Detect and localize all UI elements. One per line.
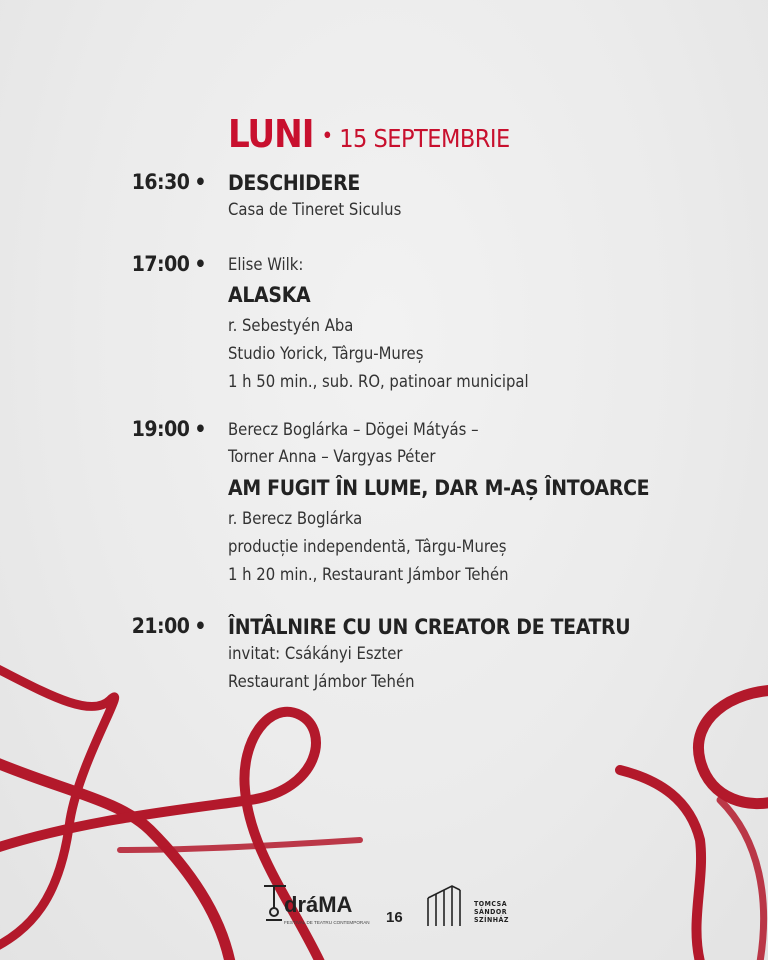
event-company: producție independentă, Târgu-Mureș <box>228 537 507 556</box>
event-time: 19:00 • <box>131 417 206 441</box>
event-time: 17:00 • <box>131 252 206 276</box>
drama-wordmark: dráMA <box>284 892 353 917</box>
event-author: Elise Wilk: <box>228 255 304 274</box>
date-label: 15 SEPTEMBRIE <box>339 124 510 153</box>
day-label: LUNI <box>228 112 314 156</box>
event-venue: Casa de Tineret Siculus <box>228 200 402 219</box>
event-title: AM FUGIT ÎN LUME, DAR M-AȘ ÎNTOARCE <box>228 476 650 500</box>
event-director: r. Sebestyén Aba <box>228 316 354 335</box>
event-details: 1 h 50 min., sub. RO, patinoar municipal <box>228 372 529 391</box>
event-title: ÎNTÂLNIRE CU UN CREATOR DE TEATRU <box>228 615 631 639</box>
tomcsa-line-1: TOMCSA <box>474 900 508 908</box>
tomcsa-line-3: SZÍNHÁZ <box>474 916 509 924</box>
drama-edition: 16 <box>386 909 403 926</box>
tomcsa-line-2: SÁNDOR <box>474 908 508 916</box>
header-separator: • <box>321 124 334 149</box>
event-venue: Restaurant Jámbor Tehén <box>228 672 415 691</box>
event-company: Studio Yorick, Târgu-Mureș <box>228 344 424 363</box>
event-authors-cont: Torner Anna – Vargyas Péter <box>228 447 436 466</box>
event-title: ALASKA <box>228 283 311 307</box>
event-details: 1 h 20 min., Restaurant Jámbor Tehén <box>228 565 509 584</box>
drama-tagline: FESTIVAL DE TEATRU CONTEMPORAN <box>284 920 370 925</box>
event-authors: Berecz Boglárka – Dögei Mátyás – <box>228 420 479 439</box>
event-time: 21:00 • <box>131 614 206 638</box>
event-time: 16:30 • <box>131 170 206 194</box>
event-director: r. Berecz Boglárka <box>228 509 363 528</box>
event-title: DESCHIDERE <box>228 171 360 195</box>
event-guest: invitat: Csákányi Eszter <box>228 644 403 663</box>
drama-festival-logo <box>262 882 412 928</box>
schedule-header <box>228 112 510 156</box>
tomcsa-theatre-name <box>474 900 509 924</box>
